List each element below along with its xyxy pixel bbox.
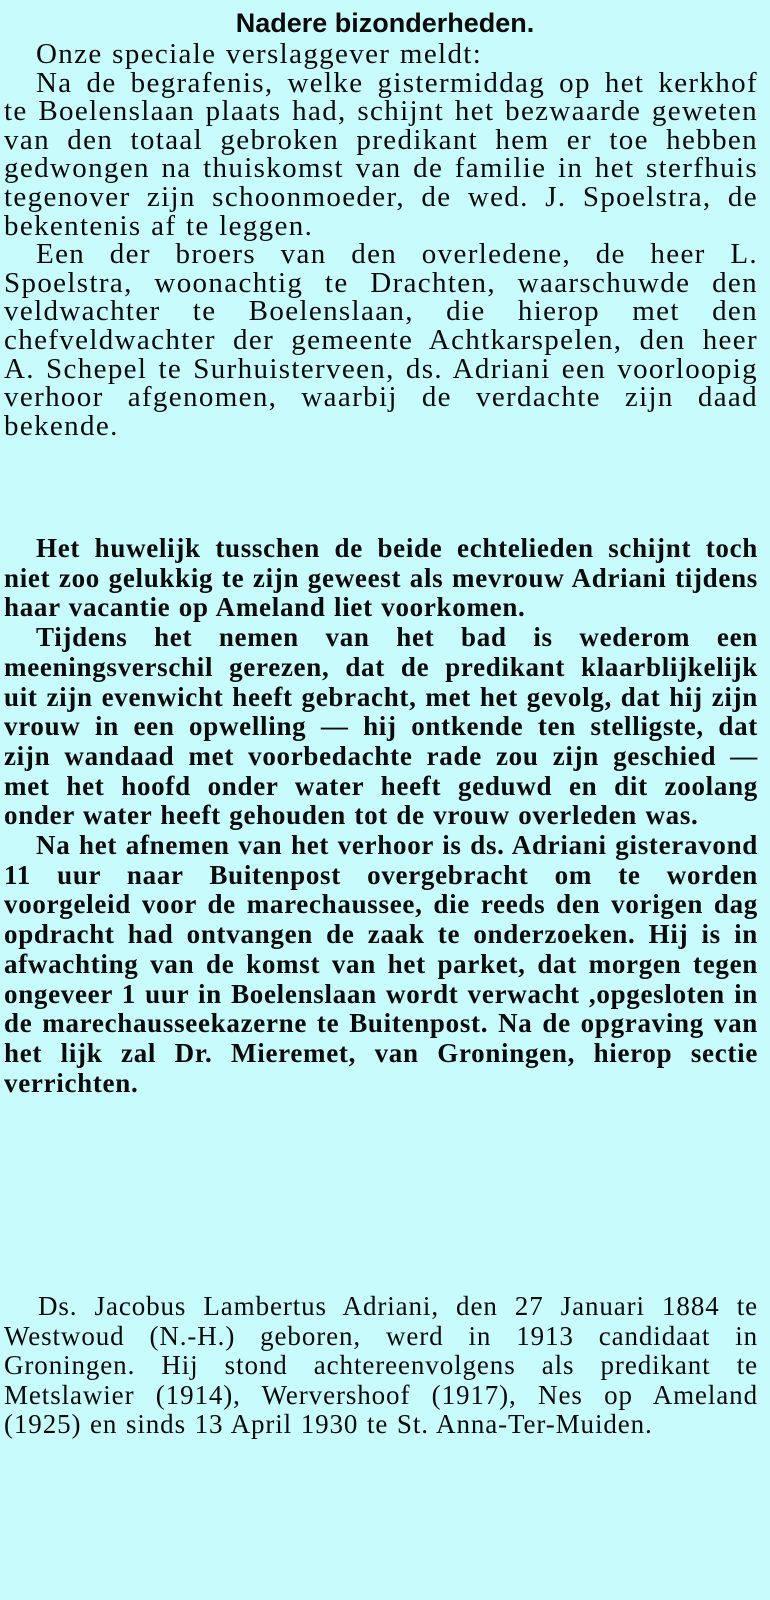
paragraph-transfer: Na het afnemen van het verhoor is ds. Adriani gisteravond 11 uur naar Buitenpost overgebracht om te worden voorgeleid voor de marechaussee, die reeds den vorigen dag opdracht had ontvangen de zaak te onderzoeken. Hij is in afwachting van de komst van het parket, dat morgen tegen ongeveer 1 uur in Boelenslaan wordt verwacht ,opgesloten in de marechausseekazerne te Buitenpost. Na de opgraving van het lijk zal Dr. Mieremet, van Groningen, hierop sectie verrichten.: [4, 830, 758, 1098]
article-section-details: [4, 534, 758, 1098]
paragraph-confession: Na de begrafenis, welke gistermiddag op het kerkhof te Boelenslaan plaats had, schijnt het bezwaarde geweten van den totaal gebroken predikant hem er toe hebben gedwongen na thuiskomst van de familie in het sterfhuis tegenover zijn schoonmoeder, de wed. J. Spoelstra, de bekentenis af te leggen.: [4, 66, 758, 242]
paragraph-interrogation: Een der broers van den overledene, de heer L. Spoelstra, woonachtig te Drachten, waarschuwde den veldwachter te Boelenslaan, die hierop met den chefveldwachter der gemeente Achtkarspelen, den heer A. Schepel te Surhuisterveen, ds. Adriani een voorloopig verhoor afgenomen, waarbij de verdachte zijn daad bekende.: [4, 238, 758, 442]
paragraph-intro: Onze speciale verslaggever meldt:: [36, 38, 483, 70]
article-section-report: [4, 40, 758, 440]
paragraph-bath-incident: Tijdens het nemen van het bad is wederom een meeningsverschil gerezen, dat de predikant klaarblijkelijk uit zijn evenwicht heeft gebracht, met het gevolg, dat hij zijn vrouw in een opwelling — hij ontkende ten stelligste, dat zijn wandaad met voorbedachte rade zou zijn geschied — met het hoofd onder water heeft geduwd en dit zoolang onder water heeft gehouden tot de vrouw overleden was.: [4, 622, 758, 831]
paragraph-marriage: Het huwelijk tusschen de beide echtelieden schijnt toch niet zoo gelukkig te zijn geweest als mevrouw Adriani tijdens haar vacantie op Ameland liet voorkomen.: [4, 533, 758, 623]
article-section-biography: [4, 1292, 758, 1440]
paragraph-biography: Ds. Jacobus Lambertus Adriani, den 27 Januari 1884 te Westwoud (N.-H.) geboren, werd in 1913 candidaat in Groningen. Hij stond achtereenvolgens als predikant te Metslawier (1914), Wervershoof (1917), Nes op Ameland (1925) en sinds 13 April 1930 te St. Anna-Ter-Muiden.: [4, 1291, 758, 1440]
article-heading: Nadere bizonderheden.: [235, 8, 535, 38]
